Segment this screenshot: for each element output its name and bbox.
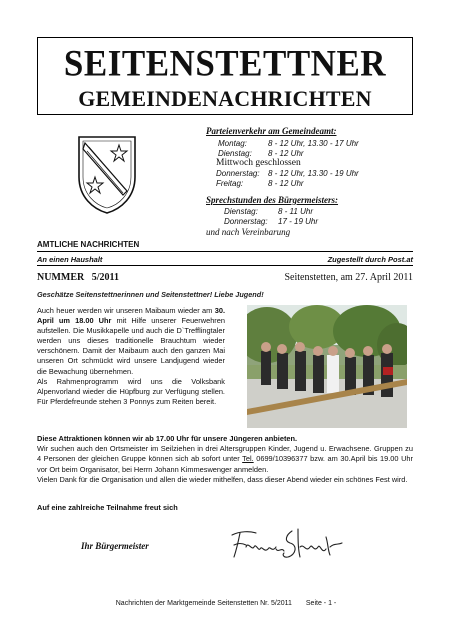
office-hours-time: 8 - 12 Uhr, 13.30 - 19 Uhr <box>268 169 359 178</box>
mayor-hours-day: Dienstag: <box>224 207 258 216</box>
newsletter-title: SEITENSTETTNER <box>63 43 387 84</box>
audience-label: An einen Haushalt <box>37 255 103 264</box>
handwritten-signature <box>228 525 346 563</box>
mayor-hours-time: 8 - 11 Uhr <box>278 207 313 216</box>
article-text: Auch heuer werden wir unseren Maibaum wieder am <box>37 306 215 315</box>
office-hours-time: 8 - 12 Uhr <box>268 179 304 188</box>
mayor-hours-heading: Sprechstunden des Bürgermeisters: <box>206 195 339 205</box>
article-text: mit Hilfe unserer Feuerwehren aufstellen. Die Musikkapelle und auch die D`Trefflingtaler werden uns dieses traditionelle Brauchtum wieder verschönern. Damit der Maibaum auch den ganzen Mai unseren Ort schmückt wird unsere Landjugend wieder die Bewachung übernehmen. <box>37 316 225 376</box>
delivery-label: Zugestellt durch Post.at <box>327 255 413 264</box>
signature-label: Ihr Bürgermeister <box>81 541 149 551</box>
attractions-paragraph <box>37 434 413 485</box>
office-hours-time: 8 - 12 Uhr, 13.30 - 17 Uhr <box>268 139 359 148</box>
office-hours-heading: Parteienverkehr am Gemeindeamt: <box>206 126 337 136</box>
attractions-headline: Diese Attraktionen können wir ab 17.00 Uhr für unsere Jüngeren anbieten. <box>37 434 298 443</box>
mayor-hours-note: und nach Vereinbarung <box>206 227 291 237</box>
page-footer <box>0 600 452 607</box>
office-hours-day: Freitag: <box>216 179 244 188</box>
issue-date: Seitenstetten, am 27. April 2011 <box>284 272 413 283</box>
attractions-text: 0699/10396377 bzw. am 30.April bis 19.00 Uhr vor Ort beim Organisator, bei Herrn Johann Kimmeswenger anmelden. <box>37 454 414 474</box>
issue-number: NUMMER 5/2011 <box>37 272 119 283</box>
page-number: Seite - 1 - <box>305 600 337 607</box>
masthead-box <box>37 37 413 115</box>
footer-text: Nachrichten der Marktgemeinde Seitenstetten Nr. 5/2011 <box>115 600 292 607</box>
office-hours-day: Dienstag: <box>218 149 252 158</box>
office-hours-time: 8 - 12 Uhr <box>268 149 304 158</box>
thanks-text: Vielen Dank für die Organisation und allen die wieder mithelfen, dass dieser Abend wieder ein schönes Fest wird. <box>37 474 408 484</box>
event-date: 30. April um 18.00 Uhr <box>37 306 225 326</box>
divider <box>37 251 413 252</box>
coat-of-arms-icon <box>73 133 141 215</box>
office-hours-closed-note: Mittwoch geschlossen <box>216 158 301 168</box>
office-hours-day: Donnerstag: <box>216 169 260 178</box>
maypole-photo <box>247 305 407 428</box>
newsletter-subtitle: GEMEINDENACHRICHTEN <box>78 86 372 111</box>
closing-line: Auf eine zahlreiche Teilnahme freut sich <box>37 503 178 512</box>
attractions-text: Wir suchen auch den Ortsmeister im Seilziehen in drei Altersgruppen Kinder, Jugend u. Erwachsene. Gruppen zu 4 Personen der gleichen Gruppe können sich ab sofort unter <box>37 444 413 464</box>
mayor-hours-time: 17 - 19 Uhr <box>278 217 319 226</box>
article-text: Als Rahmenprogramm wird uns die Volksbank Alpenvorland wieder die Hüpfburg zur Verfügung stellen. Für Pferdefreunde stehen 3 Ponnys zum Reiten bereit. <box>37 376 225 406</box>
greeting: Geschätze Seitenstettnerinnen und Seitenstettner! Liebe Jugend! <box>37 290 264 299</box>
section-label: AMTLICHE NACHRICHTEN <box>37 240 140 249</box>
phone-label: Tel. <box>242 454 254 464</box>
article-body <box>37 306 225 407</box>
office-hours-day: Montag: <box>218 139 247 148</box>
mayor-hours-day: Donnerstag: <box>224 217 268 226</box>
divider <box>37 265 413 266</box>
